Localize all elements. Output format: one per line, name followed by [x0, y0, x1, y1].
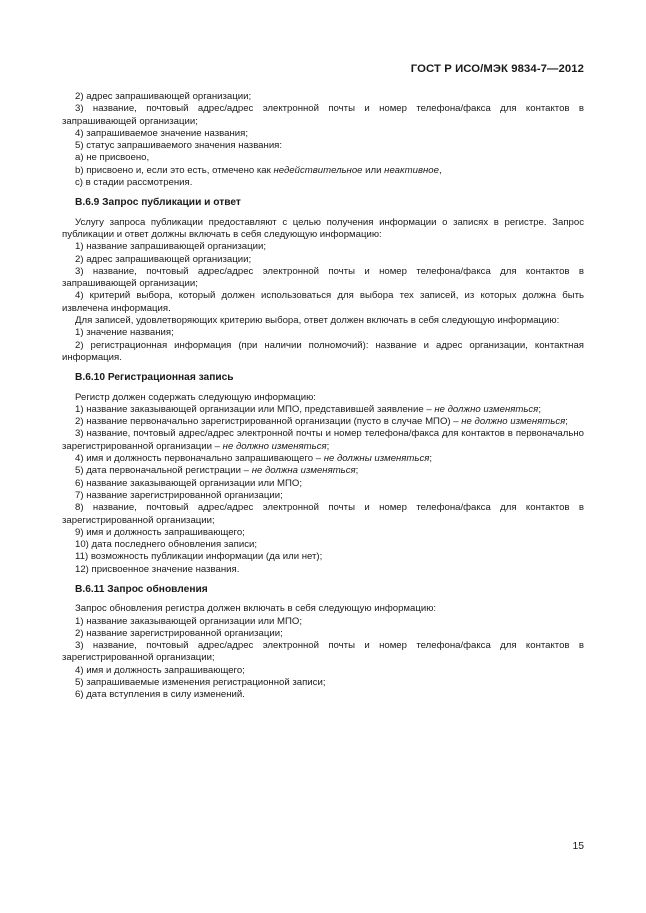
list-item: 10) дата последнего обновления записи; [75, 539, 258, 551]
list-item: a) не присвоено, [75, 152, 150, 164]
list-item: 1) название заказывающей организации или МПО, представившей заявление – не должно изменяться; [75, 403, 541, 415]
paragraph: Запрос обновления регистра должен включать в себя следующую информацию: [75, 603, 437, 615]
list-item: 2) адрес запрашивающей организации; [75, 91, 252, 102]
list-item: 1) название запрашивающей организации; [75, 241, 266, 253]
list-item: 5) запрашиваемые изменения регистрационной записи; [75, 677, 326, 689]
list-item: 4) имя и должность запрашивающего; [75, 664, 245, 676]
list-item: 8) название, почтовый адрес/адрес электронной почты и номер телефона/факса для контактов в зарегистрированной организации; [62, 502, 584, 526]
list-item: 2) регистрационная информация (при наличии полномочий): название и адрес организации, контактная информация. [62, 339, 584, 363]
page-number: 15 [572, 841, 584, 852]
list-item: 3) название, почтовый адрес/адрес электронной почты и номер телефона/факса для контактов в первоначально зарегистрированной организации – не должно изменяться; [62, 428, 584, 452]
list-item: 4) критерий выбора, который должен использоваться для выбора тех записей, из которых должна быть извлечена информация. [62, 290, 584, 314]
list-item: 4) запрашиваемое значение названия; [75, 127, 249, 139]
section-heading-b610: В.6.10 Регистрационная запись [75, 372, 234, 384]
list-item: 6) название заказывающей организации или МПО; [75, 477, 302, 489]
list-item: 3) название, почтовый адрес/адрес электронной почты и номер телефона/факса для контактов в зарегистрированной организации; [62, 640, 584, 664]
list-item: 9) имя и должность запрашивающего; [75, 526, 245, 538]
section-heading-b69: В.6.9 Запрос публикации и ответ [75, 197, 241, 209]
list-item: 2) адрес запрашивающей организации; [75, 253, 252, 265]
section-heading-b611: В.6.11 Запрос обновления [75, 583, 208, 595]
list-item: 7) название зарегистрированной организации; [75, 489, 283, 501]
list-item: b) присвоено и, если это есть, отмечено как недействительное или неактивное, [75, 164, 442, 176]
list-item: 4) имя и должность первоначально запрашивающего – не должны изменяться; [75, 453, 433, 465]
list-item: 5) статус запрашиваемого значения названия: [75, 140, 283, 152]
paragraph: Для записей, удовлетворяющих критерию выбора, ответ должен включать в себя следующую информацию: [75, 315, 560, 327]
paragraph: Услугу запроса публикации предоставляют с целью получения информации о записях в регистре. Запрос публикации и ответ должны включать в себя следующую информацию: [62, 216, 584, 240]
list-item: 2) название зарегистрированной организации; [75, 627, 283, 639]
list-item: 3) название, почтовый адрес/адрес электронной почты и номер телефона/факса для контактов в запрашивающей организации; [62, 103, 584, 127]
list-item: 1) название заказывающей организации или МПО; [75, 615, 302, 627]
page-content [62, 91, 584, 702]
standard-designation: ГОСТ Р ИСО/МЭК 9834-7—2012 [410, 63, 584, 75]
list-item: 11) возможность публикации информации (да или нет); [75, 551, 323, 563]
list-item: 5) дата первоначальной регистрации – не должна изменяться; [75, 465, 359, 477]
list-item: c) в стадии рассмотрения. [75, 177, 193, 189]
paragraph: Регистр должен содержать следующую информацию: [75, 391, 316, 403]
list-item: 2) название первоначально зарегистрированной организации (пусто в случае МПО) – не должно изменяться; [75, 416, 568, 428]
list-item: 12) присвоенное значение названия. [75, 563, 240, 575]
list-item: 1) значение названия; [75, 327, 174, 339]
list-item: 6) дата вступления в силу изменений. [75, 689, 245, 701]
list-item: 3) название, почтовый адрес/адрес электронной почты и номер телефона/факса для контактов в запрашивающей организации; [62, 265, 584, 290]
